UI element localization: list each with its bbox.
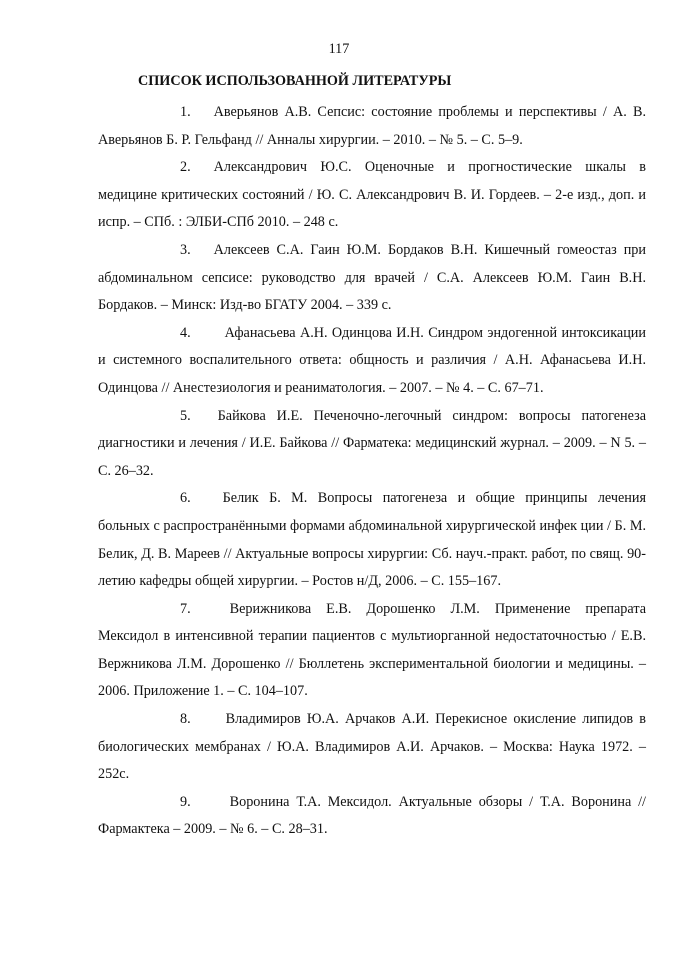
reference-item-8 <box>98 706 646 789</box>
reference-text: Владимиров Ю.А. Арчаков А.И. Перекисное окисление липидов в биологических мембранах / Ю.А. Владимиров А.И. Арчаков. – Москва: Наука 1972. – 252с. <box>98 711 646 783</box>
reference-text: Аверьянов А.В. Сепсис: состояние проблемы и перспективы / А. В. Аверьянов Б. Р. Гельфанд // Анналы хирургии. – 2010. – № 5. – С. 5–9. <box>98 104 646 148</box>
reference-item-2 <box>98 154 646 237</box>
reference-item-1 <box>98 99 646 154</box>
reference-number: 7. <box>180 600 191 617</box>
page-number: 117 <box>328 41 350 57</box>
reference-text: Афанасьева А.Н. Одинцова И.Н. Синдром эндогенной интоксикации и системного воспалительного ответа: общность и различия / А.Н. Афанасьева И.Н. Одинцова // Анестезиология и реаниматология. – 2007. – № 4. – С. 67–71. <box>98 324 646 396</box>
reference-item-6 <box>98 485 646 595</box>
reference-item-4 <box>98 320 646 403</box>
reference-number: 5. <box>180 407 191 424</box>
reference-text: Верижникова Е.В. Дорошенко Л.М. Применение препарата Мексидол в интенсивной терапии пациентов с мультиорганной недостаточностью / Е.В. Вержникова Л.М. Дорошенко // Бюллетень экспериментальной биологии и медицины. – 2006. Приложение 1. – С. 104–107. <box>98 600 646 700</box>
reference-item-3 <box>98 237 646 320</box>
reference-item-7 <box>98 596 646 706</box>
page-title: СПИСОК ИСПОЛЬЗОВАННОЙ ЛИТЕРАТУРЫ <box>138 73 452 89</box>
reference-number: 3. <box>180 241 191 258</box>
reference-list <box>98 99 646 844</box>
reference-number: 2. <box>180 159 191 176</box>
reference-text: Байкова И.Е. Печеночно-легочный синдром: вопросы патогенеза диагностики и лечения / И.Е. Байкова // Фарматека: медицинский журнал. – 2009. – N 5. – С. 26–32. <box>98 407 646 479</box>
reference-item-5 <box>98 403 646 486</box>
reference-number: 4. <box>180 324 191 341</box>
reference-text: Воронина Т.А. Мексидол. Актуальные обзоры / Т.А. Воронина // Фармактека – 2009. – № 6. – С. 28–31. <box>98 793 646 838</box>
reference-text: Белик Б. М. Вопросы патогенеза и общие принципы лечения больных с распространёнными формами абдоминальной хирургической инфек ции / Б. М. Белик, Д. В. Мареев // Актуальные вопросы хирургии: Сб. науч.-практ. работ, по свящ. 90-летию кафедры общей хирургии. – Ростов н/Д, 2006. – С. 155–167. <box>98 490 646 590</box>
reference-number: 8. <box>180 711 191 728</box>
reference-text: Александрович Ю.С. Оценочные и прогностические шкалы в медицине критических состояний / Ю. С. Александрович В. И. Гордеев. – 2-е изд., доп. и испр. – СПб. : ЭЛБИ-СПб 2010. – 248 с. <box>98 159 646 231</box>
reference-number: 9. <box>180 793 191 810</box>
reference-number: 6. <box>180 490 191 507</box>
reference-text: Алексеев С.А. Гаин Ю.М. Бордаков В.Н. Кишечный гомеостаз при абдоминальном сепсисе: руководство для врачей / С.А. Алексеев Ю.М. Гаин В.Н. Бордаков. – Минск: Изд-во БГАТУ 2004. – 339 с. <box>98 241 646 314</box>
reference-item-9 <box>98 789 646 844</box>
reference-number: 1. <box>180 104 191 120</box>
